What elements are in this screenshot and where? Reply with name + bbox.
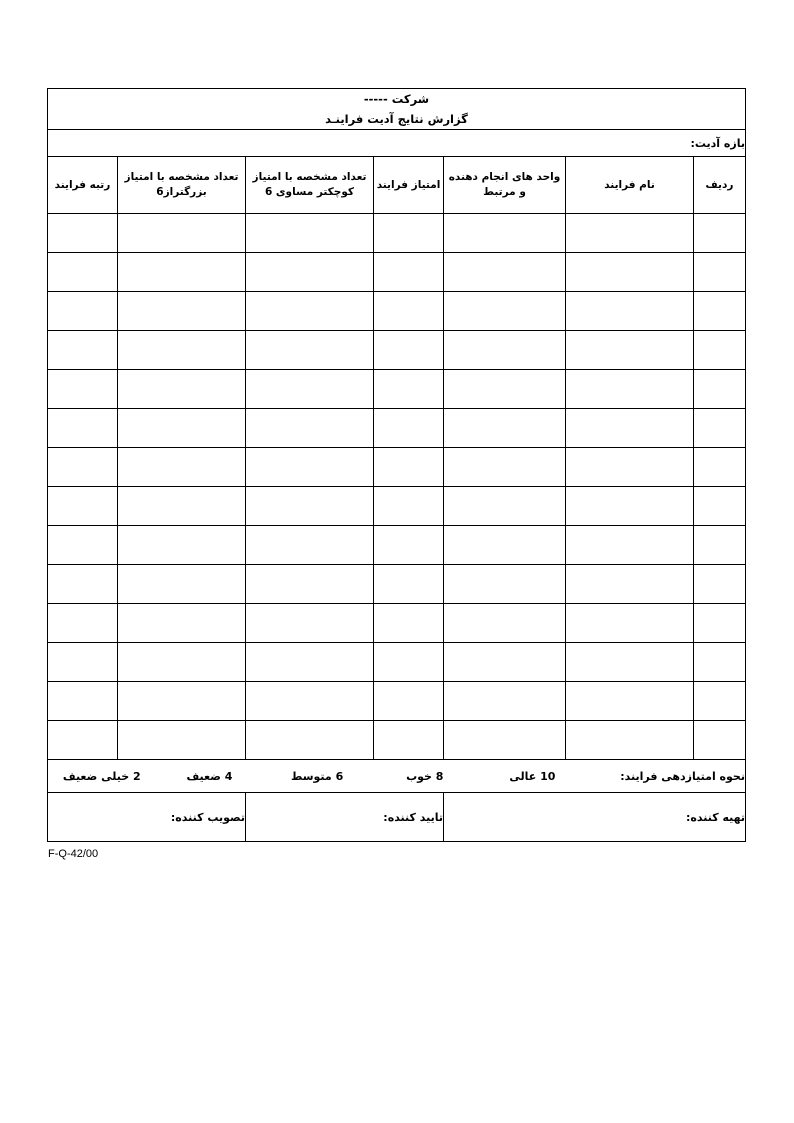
audit-range-field[interactable]: بازه آدیت: <box>47 130 745 157</box>
cell-process-score[interactable] <box>374 409 444 448</box>
cell-count-lte6[interactable] <box>246 448 374 487</box>
cell-radif[interactable] <box>694 487 746 526</box>
column-header-radif: ردیف <box>694 157 746 214</box>
cell-count-lte6[interactable] <box>246 721 374 760</box>
cell-process-score[interactable] <box>374 643 444 682</box>
form-code: F-Q-42/00 <box>48 848 99 861</box>
cell-radif[interactable] <box>694 370 746 409</box>
cell-units[interactable] <box>444 682 566 721</box>
table-row <box>47 721 745 760</box>
cell-process-score[interactable] <box>374 292 444 331</box>
cell-units[interactable] <box>444 292 566 331</box>
cell-radif[interactable] <box>694 721 746 760</box>
cell-radif[interactable] <box>694 253 746 292</box>
table-row <box>47 526 745 565</box>
table-row <box>47 292 745 331</box>
cell-process-name[interactable] <box>566 487 694 526</box>
cell-units[interactable] <box>444 526 566 565</box>
cell-count-lte6[interactable] <box>246 214 374 253</box>
table-row <box>47 487 745 526</box>
cell-units[interactable] <box>444 721 566 760</box>
cell-count-lte6[interactable] <box>246 253 374 292</box>
cell-radif[interactable] <box>694 682 746 721</box>
cell-count-lte6[interactable] <box>246 526 374 565</box>
cell-count-gt6[interactable] <box>118 487 246 526</box>
signature-approved-by[interactable]: تایید کننده: <box>246 793 444 842</box>
cell-process-name[interactable] <box>566 565 694 604</box>
cell-process-score[interactable] <box>374 253 444 292</box>
cell-process-rank[interactable] <box>47 526 117 565</box>
column-header-units: واحد های انجام دهنده و مرتبط <box>444 157 566 214</box>
cell-count-gt6[interactable] <box>118 721 246 760</box>
company-line: شرکت ----- <box>363 92 430 106</box>
cell-process-rank[interactable] <box>47 253 117 292</box>
cell-process-rank[interactable] <box>47 643 117 682</box>
column-header-count-gt6: تعداد مشخصه با امتیاز بزرگتراز6 <box>118 157 246 214</box>
cell-process-score[interactable] <box>374 487 444 526</box>
cell-process-name[interactable] <box>566 370 694 409</box>
cell-count-gt6[interactable] <box>118 331 246 370</box>
cell-process-score[interactable] <box>374 721 444 760</box>
scoring-legend <box>47 760 745 793</box>
cell-radif[interactable] <box>694 409 746 448</box>
cell-count-gt6[interactable] <box>118 292 246 331</box>
cell-units[interactable] <box>444 214 566 253</box>
table-row <box>47 448 745 487</box>
cell-process-rank[interactable] <box>47 604 117 643</box>
cell-units[interactable] <box>444 565 566 604</box>
cell-count-lte6[interactable] <box>246 604 374 643</box>
cell-process-score[interactable] <box>374 526 444 565</box>
cell-process-rank[interactable] <box>47 370 117 409</box>
audit-report-form <box>47 88 746 842</box>
cell-process-score[interactable] <box>374 604 444 643</box>
cell-process-score[interactable] <box>374 370 444 409</box>
cell-units[interactable] <box>444 370 566 409</box>
cell-radif[interactable] <box>694 214 746 253</box>
cell-count-lte6[interactable] <box>246 682 374 721</box>
cell-count-gt6[interactable] <box>118 214 246 253</box>
cell-count-lte6[interactable] <box>246 565 374 604</box>
table-row <box>47 682 745 721</box>
cell-count-gt6[interactable] <box>118 526 246 565</box>
cell-process-rank[interactable] <box>47 448 117 487</box>
cell-count-lte6[interactable] <box>246 409 374 448</box>
cell-units[interactable] <box>444 604 566 643</box>
cell-process-score[interactable] <box>374 214 444 253</box>
cell-count-gt6[interactable] <box>118 565 246 604</box>
cell-process-name[interactable] <box>566 253 694 292</box>
cell-radif[interactable] <box>694 292 746 331</box>
cell-units[interactable] <box>444 448 566 487</box>
table-header-row <box>47 157 745 214</box>
signature-prepared-by[interactable]: تهیه کننده: <box>444 793 746 842</box>
cell-count-gt6[interactable] <box>118 604 246 643</box>
cell-count-lte6[interactable] <box>246 292 374 331</box>
scoring-legend-label: نحوه امتیازدهی فرایند: <box>620 769 745 783</box>
column-header-process-score: امتیاز فرایند <box>374 157 444 214</box>
cell-count-lte6[interactable] <box>246 370 374 409</box>
scoring-option-very-weak: 2 خیلی ضعیف <box>62 769 141 783</box>
signature-row <box>47 793 745 842</box>
column-header-count-lte6: تعداد مشخصه با امتیاز کوچکتر مساوی 6 <box>246 157 374 214</box>
page-title: گزارش نتایج آدیت فراینـد <box>325 112 468 127</box>
cell-process-name[interactable] <box>566 331 694 370</box>
cell-units[interactable] <box>444 487 566 526</box>
scoring-legend-row <box>47 760 745 793</box>
cell-radif[interactable] <box>694 643 746 682</box>
scoring-option-excellent: 10 عالی <box>509 769 556 783</box>
cell-count-gt6[interactable] <box>118 253 246 292</box>
title-row <box>47 89 745 130</box>
scoring-option-good: 8 خوب <box>406 769 444 783</box>
cell-process-rank[interactable] <box>47 409 117 448</box>
table-row <box>47 565 745 604</box>
column-header-process-name: نام فرایند <box>566 157 694 214</box>
cell-process-name[interactable] <box>566 409 694 448</box>
cell-process-name[interactable] <box>566 682 694 721</box>
cell-process-name[interactable] <box>566 448 694 487</box>
cell-process-name[interactable] <box>566 721 694 760</box>
cell-process-score[interactable] <box>374 682 444 721</box>
table-row <box>47 604 745 643</box>
cell-process-name[interactable] <box>566 214 694 253</box>
column-header-process-rank: رتبه فرایند <box>47 157 117 214</box>
cell-count-gt6[interactable] <box>118 682 246 721</box>
cell-count-gt6[interactable] <box>118 448 246 487</box>
cell-units[interactable] <box>444 331 566 370</box>
cell-units[interactable] <box>444 409 566 448</box>
table-row <box>47 214 745 253</box>
cell-process-score[interactable] <box>374 565 444 604</box>
cell-radif[interactable] <box>694 526 746 565</box>
cell-radif[interactable] <box>694 331 746 370</box>
cell-radif[interactable] <box>694 565 746 604</box>
cell-radif[interactable] <box>694 604 746 643</box>
table-row <box>47 409 745 448</box>
cell-units[interactable] <box>444 643 566 682</box>
cell-process-rank[interactable] <box>47 565 117 604</box>
cell-process-score[interactable] <box>374 331 444 370</box>
cell-process-rank[interactable] <box>47 331 117 370</box>
document-title-cell <box>47 89 745 130</box>
scoring-option-weak: 4 ضعیف <box>186 769 233 783</box>
cell-count-gt6[interactable] <box>118 370 246 409</box>
table-row <box>47 370 745 409</box>
cell-process-score[interactable] <box>374 448 444 487</box>
scoring-option-average: 6 متوسط <box>290 769 344 783</box>
cell-process-rank[interactable] <box>47 292 117 331</box>
cell-process-name[interactable] <box>566 526 694 565</box>
table-row <box>47 253 745 292</box>
table-row <box>47 331 745 370</box>
cell-process-name[interactable] <box>566 292 694 331</box>
cell-process-rank[interactable] <box>47 487 117 526</box>
cell-count-lte6[interactable] <box>246 487 374 526</box>
cell-count-gt6[interactable] <box>118 409 246 448</box>
cell-count-lte6[interactable] <box>246 331 374 370</box>
cell-process-name[interactable] <box>566 604 694 643</box>
table-row <box>47 643 745 682</box>
cell-process-rank[interactable] <box>47 721 117 760</box>
cell-process-name[interactable] <box>566 643 694 682</box>
cell-process-rank[interactable] <box>47 682 117 721</box>
cell-count-lte6[interactable] <box>246 643 374 682</box>
cell-count-gt6[interactable] <box>118 643 246 682</box>
cell-units[interactable] <box>444 253 566 292</box>
signature-ratified-by[interactable]: تصویب کننده: <box>47 793 245 842</box>
cell-process-rank[interactable] <box>47 214 117 253</box>
cell-radif[interactable] <box>694 448 746 487</box>
audit-range-row <box>47 130 745 157</box>
